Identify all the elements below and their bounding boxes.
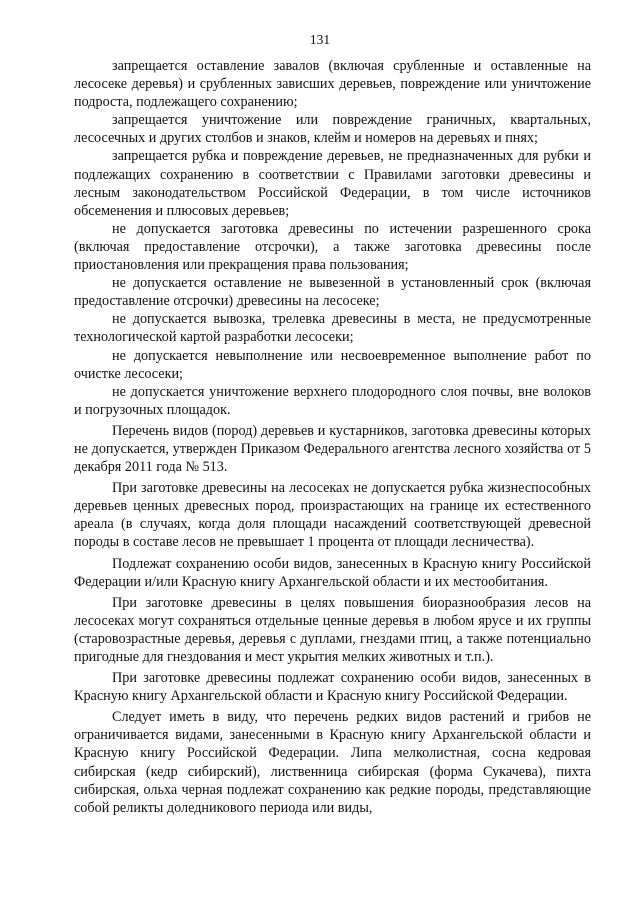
- paragraph: не допускается заготовка древесины по истечении разрешенного срока (включая предоставление отсрочки), а также заготовка древесины после приостановления или прекращения права пользования;: [74, 220, 591, 274]
- paragraph: При заготовке древесины подлежат сохранению особи видов, занесенных в Красную книгу Архангельской области и Красную книгу Российской Федерации.: [74, 670, 591, 705]
- paragraph: При заготовке древесины в целях повышения биоразнообразия лесов на лесосеках могут сохраняться отдельные ценные деревья в любом ярусе и их группы (старовозрастные деревья, деревья с дуплами, гнездами птиц, а также потенциально пригодные для гнездования и мест укрытия мелких животных и т.п.).: [74, 594, 591, 665]
- document-body: [74, 57, 591, 817]
- paragraph: не допускается вывозка, трелевка древесины в места, не предусмотренные технологической картой разработки лесосеки;: [74, 311, 591, 346]
- paragraph: не допускается уничтожение верхнего плодородного слоя почвы, вне волоков и погрузочных площадок.: [74, 383, 591, 418]
- paragraph: Перечень видов (пород) деревьев и кустарников, заготовка древесины которых не допускается, утвержден Приказом Федерального агентства лесного хозяйства от 5 декабря 2011 года № 513.: [74, 422, 591, 476]
- paragraph: не допускается оставление не вывезенной в установленный срок (включая предоставление отсрочки) древесины на лесосеке;: [74, 275, 591, 310]
- paragraph: не допускается невыполнение или несвоевременное выполнение работ по очистке лесосеки;: [74, 347, 591, 382]
- paragraph: Следует иметь в виду, что перечень редких видов растений и грибов не ограничивается видами, занесенными в Красную книгу Архангельской области и Красную книгу Российской Федерации. Липа мелколистная, сосна кедровая сибирская (кедр сибирский), лиственница сибирская (форма Сукачева), пихта сибирская, ольха черная подлежат сохранению как редкие породы, представляющие собой реликты доледникового периода или виды,: [74, 709, 591, 816]
- paragraph: При заготовке древесины на лесосеках не допускается рубка жизнеспособных деревьев ценных древесных пород, произрастающих на границе их естественного ареала (в случаях, когда доля площади насаждений соответствующей древесной породы в составе лесов не превышает 1 процента от площади лесничества).: [74, 480, 591, 551]
- paragraph: запрещается рубка и повреждение деревьев, не предназначенных для рубки и подлежащих сохранению в соответствии с Правилами заготовки древесины и лесным законодательством Российской Федерации, в том числе источников обсеменения и плюсовых деревьев;: [74, 148, 591, 219]
- paragraph: запрещается уничтожение или повреждение граничных, квартальных, лесосечных и других столбов и знаков, клейм и номеров на деревьях и пнях;: [74, 112, 591, 147]
- paragraph: запрещается оставление завалов (включая срубленные и оставленные на лесосеке деревья) и срубленных зависших деревьев, повреждение или уничтожение подроста, подлежащего сохранению;: [74, 58, 591, 111]
- paragraph: Подлежат сохранению особи видов, занесенных в Красную книгу Российской Федерации и/или Красную книгу Архангельской области и их местообитания.: [74, 555, 591, 590]
- page-number: 131: [309, 32, 331, 47]
